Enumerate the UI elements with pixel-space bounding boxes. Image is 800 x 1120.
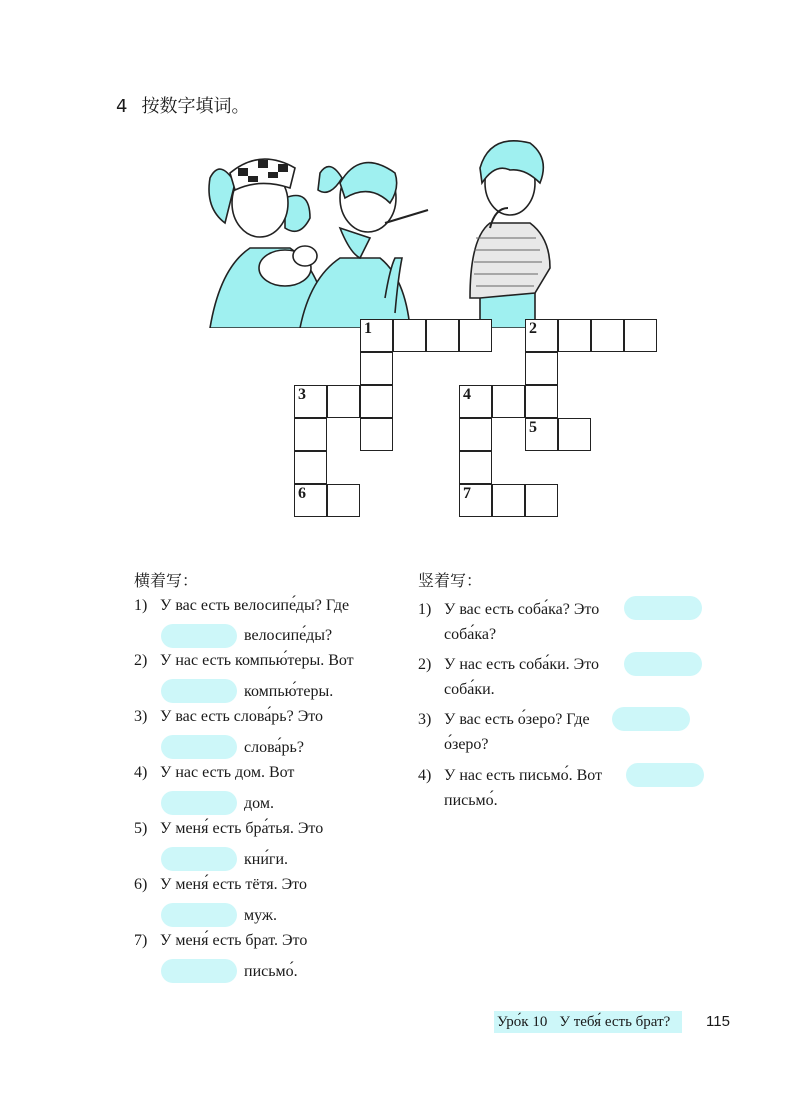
clue-number: 4) [134, 764, 148, 781]
page-number: 115 [706, 1013, 730, 1030]
down-clue-2-line2: соба́ки. [444, 681, 495, 698]
answer-blank-across-5[interactable] [161, 847, 237, 871]
clue-number: 7) [134, 932, 148, 949]
crossword-cell[interactable] [294, 385, 327, 418]
answer-blank-across-4[interactable] [161, 791, 237, 815]
crossword-number-5: 5 [529, 419, 537, 436]
clue-number: 4) [418, 767, 432, 784]
answer-blank-across-6[interactable] [161, 903, 237, 927]
crossword-cell[interactable] [459, 385, 492, 418]
across-clue-7-line2: письмо́. [244, 963, 298, 980]
crossword-cell[interactable] [360, 385, 393, 418]
crossword-number-2: 2 [529, 320, 537, 337]
answer-blank-across-2[interactable] [161, 679, 237, 703]
task-number: 4 [116, 96, 128, 117]
clue-text: У меня́ есть тётя. Это [160, 876, 307, 893]
crossword-cell[interactable] [360, 418, 393, 451]
crossword-cell[interactable] [558, 319, 591, 352]
clue-number: 3) [418, 711, 432, 728]
crossword-cell[interactable] [492, 484, 525, 517]
down-clue-3-line2: о́зеро? [444, 736, 489, 753]
clue-number: 6) [134, 876, 148, 893]
clue-text: У нас есть письмо́. Вот [444, 767, 603, 784]
lesson-footer [494, 1011, 682, 1033]
answer-blank-down-1[interactable] [624, 596, 702, 620]
answer-blank-across-1[interactable] [161, 624, 237, 648]
across-clue-3-line1 [134, 707, 323, 727]
clue-text: У меня́ есть бра́тья. Это [160, 820, 324, 837]
pointing-girl-figure [300, 163, 428, 328]
across-clue-4-line1 [134, 763, 294, 783]
answer-blank-across-7[interactable] [161, 959, 237, 983]
crossword-cell[interactable] [294, 418, 327, 451]
crossword-cell[interactable] [459, 451, 492, 484]
clue-text: У нас есть соба́ки. Это [444, 656, 600, 673]
crossword-cell[interactable] [459, 484, 492, 517]
across-clue-4-line2: дом. [244, 795, 274, 812]
clue-text: У нас есть дом. Вот [160, 764, 295, 781]
across-clue-2-line2: компью́теры. [244, 683, 334, 700]
clue-number: 2) [134, 652, 148, 669]
clue-number: 5) [134, 820, 148, 837]
lesson-title: У тебя́ есть брат? [559, 1014, 671, 1030]
across-clue-7-line1 [134, 931, 307, 951]
crossword-cell[interactable] [525, 484, 558, 517]
clue-number: 3) [134, 708, 148, 725]
clue-text: У вас есть соба́ка? Это [444, 601, 600, 618]
crossword-number-6: 6 [298, 485, 306, 502]
down-clue-3-line1 [418, 710, 590, 730]
clue-number: 1) [134, 597, 148, 614]
answer-blank-down-4[interactable] [626, 763, 704, 787]
lesson-number: Уро́к 10 [497, 1014, 548, 1030]
task-instruction: 按数字填词。 [141, 96, 250, 117]
crossword-cell[interactable] [294, 484, 327, 517]
crossword-cell[interactable] [492, 385, 525, 418]
crossword-cell[interactable] [558, 418, 591, 451]
down-clue-2-line1 [418, 655, 599, 675]
answer-blank-down-3[interactable] [612, 707, 690, 731]
crossword-cell[interactable] [624, 319, 657, 352]
crossword-cell[interactable] [525, 319, 558, 352]
crossword-cell[interactable] [591, 319, 624, 352]
down-clue-4-line1 [418, 766, 602, 786]
crossword-cell[interactable] [525, 352, 558, 385]
crossword-cell[interactable] [459, 319, 492, 352]
crossword-cell[interactable] [360, 319, 393, 352]
crossword-cell[interactable] [459, 418, 492, 451]
clue-text: У нас есть компью́теры. Вот [160, 652, 354, 669]
crossword-number-4: 4 [463, 386, 471, 403]
answer-blank-down-2[interactable] [624, 652, 702, 676]
answer-blank-across-3[interactable] [161, 735, 237, 759]
clue-number: 2) [418, 656, 432, 673]
down-clue-4-line2: письмо́. [444, 792, 498, 809]
across-clue-1-line1 [134, 596, 349, 616]
clue-number: 1) [418, 601, 432, 618]
clue-text: У меня́ есть брат. Это [160, 932, 308, 949]
task-header [116, 92, 249, 118]
across-clue-5-line1 [134, 819, 323, 839]
crossword-cell[interactable] [327, 385, 360, 418]
children-illustration [190, 128, 570, 328]
down-title: 竖着写： [418, 571, 483, 590]
crossword-cell[interactable] [294, 451, 327, 484]
crossword-cell[interactable] [327, 484, 360, 517]
across-clue-3-line2: слова́рь? [244, 739, 304, 756]
across-clue-1-line2: велосипе́ды? [244, 627, 333, 644]
across-clue-5-line2: кни́ги. [244, 851, 289, 868]
crossword-number-1: 1 [364, 320, 372, 337]
crossword-cell[interactable] [360, 352, 393, 385]
crossword-cell[interactable] [426, 319, 459, 352]
boy-figure [470, 141, 550, 328]
across-clue-6-line1 [134, 875, 307, 895]
clue-text: У вас есть слова́рь? Это [160, 708, 324, 725]
across-title: 横着写： [134, 571, 199, 590]
across-clue-2-line1 [134, 651, 354, 671]
clue-text: У вас есть о́зеро? Где [444, 711, 590, 728]
clue-text: У вас есть велосипе́ды? Где [160, 597, 350, 614]
down-clue-1-line1 [418, 600, 599, 620]
crossword-cell[interactable] [393, 319, 426, 352]
crossword-number-7: 7 [463, 485, 471, 502]
crossword-number-3: 3 [298, 386, 306, 403]
across-clue-6-line2: муж. [244, 907, 277, 924]
down-clue-1-line2: соба́ка? [444, 626, 497, 643]
crossword-cell[interactable] [525, 418, 558, 451]
crossword-cell[interactable] [525, 385, 558, 418]
